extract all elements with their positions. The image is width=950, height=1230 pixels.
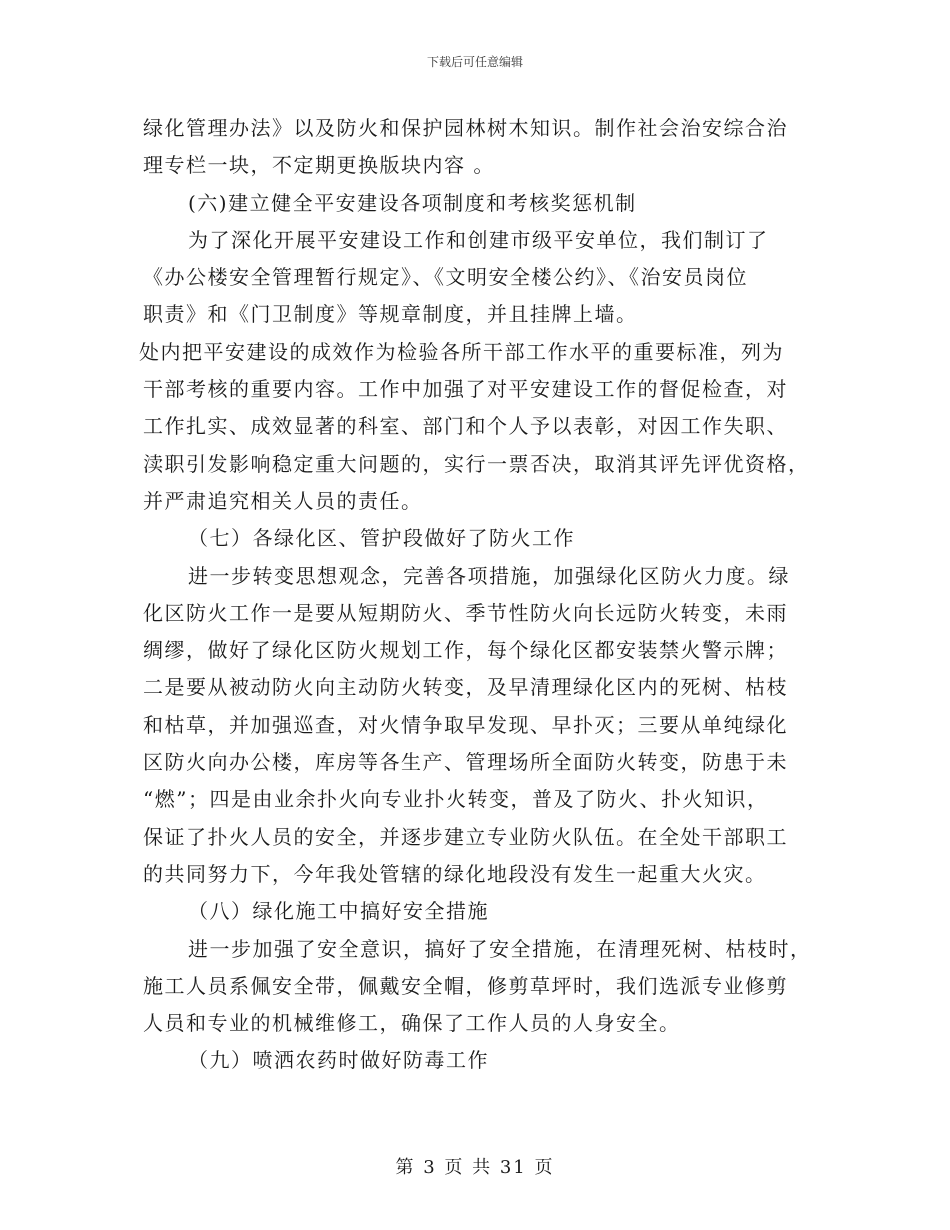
section-heading-7: （七）各绿化区、管护段做好了防火工作 bbox=[188, 526, 575, 551]
text-line: 处内把平安建设的成效作为检验各所干部工作水平的重要标准，列为 bbox=[139, 339, 784, 364]
section-heading-8: （八）绿化施工中搞好安全措施 bbox=[188, 899, 489, 924]
header-note: 下载后可任意编辑 bbox=[426, 55, 523, 69]
text-line: 绿化管理办法》以及防火和保护园林树木知识。制作社会治安综合治 bbox=[143, 116, 788, 140]
text-line: 理专栏一块，不定期更换版块内容 。 bbox=[143, 153, 495, 178]
text-line: 干部考核的重要内容。工作中加强了对平安建设工作的督促检查，对 bbox=[143, 377, 788, 402]
section-heading-9: （九）喷洒农药时做好防毒工作 bbox=[188, 1048, 489, 1073]
text-line: 保证了扑火人员的安全，并逐步建立专业防火队伍。在全处干部职工 bbox=[143, 824, 788, 849]
text-line: 渎职引发影响稳定重大问题的，实行一票否决，取消其评先评优资格， bbox=[143, 451, 810, 476]
text-line: 并严肃追究相关人员的责任。 bbox=[143, 488, 423, 513]
text-line: 《办公楼安全管理暂行规定》、《文明安全楼公约》、《治安员岗位 bbox=[143, 265, 748, 290]
section-heading-6: (六)建立健全平安建设各项制度和考核奖惩机制 bbox=[188, 190, 637, 215]
text-line: 进一步转变思想观念，完善各项措施，加强绿化区防火力度。绿 bbox=[188, 563, 790, 588]
text-line: 化区防火工作一是要从短期防火、季节性防火向长远防火转变，未雨 bbox=[143, 600, 788, 625]
text-line: 工作扎实、成效显著的科室、部门和个人予以表彰，对因工作失职、 bbox=[143, 414, 788, 439]
text-line: “燃”；四是由业余扑火向专业扑火转变，普及了防火、扑火知识， bbox=[143, 787, 769, 812]
text-line: 的共同努力下，今年我处管辖的绿化地段没有发生一起重大火灾。 bbox=[143, 861, 767, 886]
text-line: 绸缪，做好了绿化区防火规划工作，每个绿化区都安装禁火警示牌； bbox=[143, 638, 788, 663]
document-body bbox=[139, 110, 812, 1080]
page-footer: 第 3 页 共 31 页 bbox=[395, 1157, 555, 1178]
text-line: 人员和专业的机械维修工，确保了工作人员的人身安全。 bbox=[143, 1011, 681, 1036]
text-line: 二是要从被动防火向主动防火转变，及早清理绿化区内的死树、枯枝 bbox=[143, 675, 788, 700]
text-line: 区防火向办公楼，库房等各生产、管理场所全面防火转变，防患于未 bbox=[143, 750, 788, 775]
text-line: 职责》和《门卫制度》等规章制度，并且挂牌上墙。 bbox=[143, 302, 638, 327]
text-line: 为了深化开展平安建设工作和创建市级平安单位，我们制订了 bbox=[188, 227, 769, 252]
text-line: 施工人员系佩安全带，佩戴安全帽，修剪草坪时，我们选派专业修剪 bbox=[143, 973, 788, 998]
text-line: 和枯草，并加强巡查，对火情争取早发现、早扑灭；三要从单纯绿化 bbox=[143, 712, 788, 737]
text-line: 进一步加强了安全意识，搞好了安全措施，在清理死树、枯枝时， bbox=[188, 936, 812, 961]
